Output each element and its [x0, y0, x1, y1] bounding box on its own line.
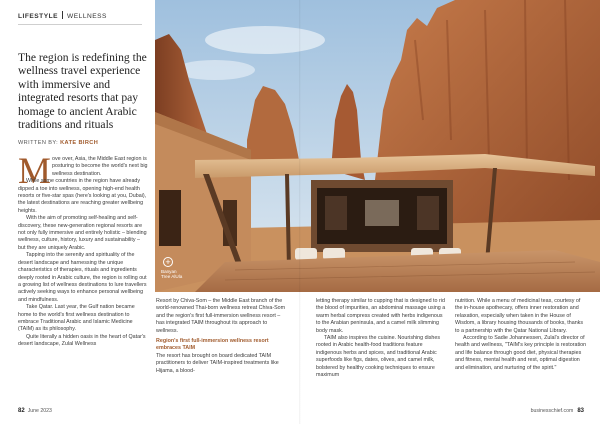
photo-caption-line-1: Banyan	[161, 269, 177, 274]
byline-prefix: WRITTEN BY:	[18, 140, 59, 146]
article-headline: The region is redefining the wellness travel experience with immersive and integrated resorts that pay homage to ancient Arabic traditions and rituals	[18, 51, 147, 132]
right-page-number: 83	[577, 408, 584, 414]
byline-author: KATE BIRCH	[60, 140, 99, 146]
col1-paragraph-5: Take Qatar. Last year, the Gulf nation became home to the world's first wellness destination to embrace Traditional Arabic and Islamic Medicine (TAIM) as its philosophy.	[18, 304, 135, 333]
col3-paragraph-2: TAIM also inspires the cuisine. Nourishing dishes rooted in Arabic health-food traditions feature indigenous herbs and spices, and traditional Arabic superfoods like figs, dates, olives, and camel milk, bolstered by healthy cooking techniques to ensure maximum	[316, 335, 441, 379]
publication-site: businesschief.com	[530, 408, 574, 414]
col2-paragraph-2: The resort has brought on board dedicated TAIM practitioners to deliver TAIM-inspired treatments like Hijama, a blood-	[156, 352, 279, 374]
spread-gutter	[299, 0, 301, 424]
interior-artwork	[365, 200, 399, 226]
section-label	[18, 11, 107, 20]
col1-paragraph-3: With the aim of promoting self-healing and self-discovery, these new-generation regional resorts are not only fully immersive and entirely holistic – blending wellness, culture, history, luxury and sustainability – but they are uniquely Arabic.	[18, 215, 147, 251]
body-column-1	[18, 151, 148, 349]
drop-cap: M	[18, 151, 51, 192]
resort-photo	[155, 0, 600, 292]
col2-paragraph-1: Resort by Chiva-Som – the Middle East branch of the world-renowned Thai-born wellness retreat Chiva-Som and the region's first full-immersion wellness resort – has integrated TAIM throughout its approach to wellness.	[156, 298, 286, 334]
byline	[18, 140, 98, 146]
body-column-3	[316, 298, 448, 379]
interior-panel	[417, 196, 439, 230]
building-window	[159, 190, 181, 246]
section-subcategory: WELLNESS	[67, 13, 107, 20]
location-marker-icon: +	[163, 257, 173, 267]
col1-paragraph-4: Tapping into the serenity and spirituality of the desert landscape and harnessing the unique characteristics of therapies, rituals and ingredients deeply rooted in Arabic culture, the region is rolling out a growing list of wellness destinations to lure travellers actively seeking ways to enhance personal wellbeing and mindfulness.	[18, 252, 147, 303]
cloud	[205, 26, 325, 54]
body-column-4	[455, 298, 588, 372]
col2-subheading: Region's first full-immersion wellness resort embraces TAIM	[156, 338, 269, 352]
col1-paragraph-1: ove over, Asia, the Middle East region is posturing to become the world's next big wellness destination.	[52, 156, 148, 177]
section-category: LIFESTYLE	[18, 13, 59, 20]
issue-date: June 2023	[27, 408, 52, 414]
photo-caption	[161, 269, 182, 280]
photo-caption-line-2: Tree AlUla	[161, 274, 183, 280]
col4-paragraph-1: nutrition. While a menu of medicinal teas, courtesy of the in-house apothecary, offers inner restoration and relaxation, especially when taken in the House of Wisdom, a library housing thousands of books, thanks to a partnership with the Qatar National Library.	[455, 298, 584, 334]
body-column-2	[156, 298, 288, 375]
col3-paragraph-1: letting therapy similar to cupping that is designed to rid the blood of impurities, an abdominal massage using a warm herbal compress created with herbs indigenous to the Arabian peninsula, and a camel milk slimming body mask.	[316, 298, 446, 334]
col1-paragraph-6: Quite literally a hidden oasis in the heart of Qatar's desert landscape, Zulal Wellness	[18, 333, 146, 348]
folio-left	[18, 408, 52, 414]
section-divider	[62, 11, 63, 19]
left-page-number: 82	[18, 408, 25, 414]
col1-paragraph-2: While some countries in the region have already dipped a toe into wellness, opening high-end health resorts or five-star spas (here's looking at you, Dubai), the latest destinations are reaching greater wellbeing heights.	[18, 178, 147, 214]
col4-paragraph-2: According to Sadie Johannessen, Zulal's director of health and wellness, "TAIM's key principle is restoration and life balance through good diet, physical therapies and fitness, mental health and rest, optimal digestion and elimination, and nurturing of the spirit."	[455, 335, 587, 371]
folio-right	[531, 408, 584, 414]
interior-panel	[325, 196, 347, 230]
section-rule	[18, 24, 142, 25]
